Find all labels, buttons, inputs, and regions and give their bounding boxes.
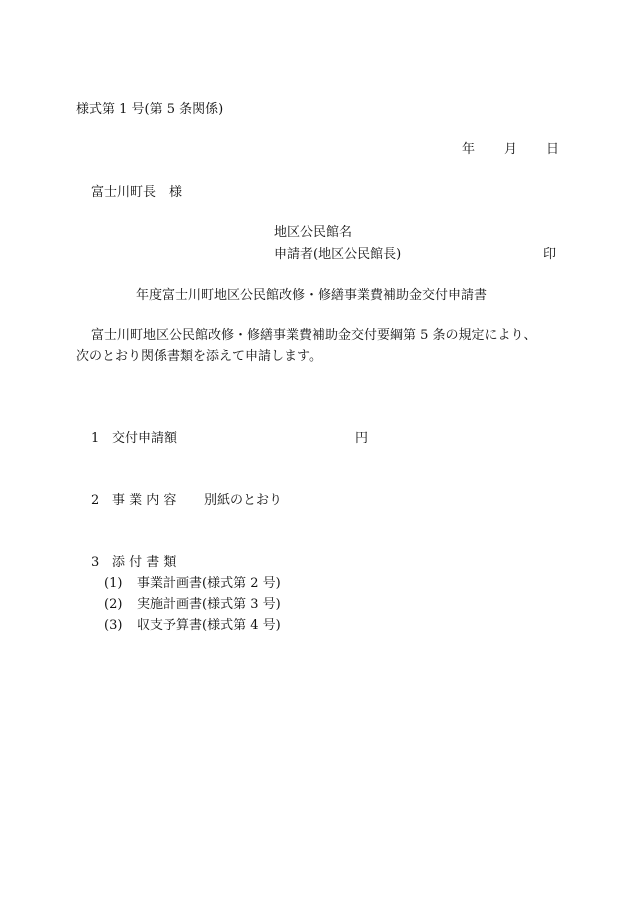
item-3-label: 添 付 書 類: [112, 555, 177, 570]
addressee: 富士川町長 様: [91, 185, 183, 200]
item-1-number: 1: [91, 431, 100, 446]
date-month-label: 月: [504, 142, 518, 157]
item-1-label: 交付申請額: [112, 431, 178, 446]
attachment-3-number: (3): [104, 618, 123, 633]
item-2-value: 別紙のとおり: [204, 493, 283, 508]
hall-name-label: 地区公民館名: [274, 225, 353, 240]
attachment-1-text: 事業計画書(様式第 2 号): [137, 576, 281, 591]
seal-mark: 印: [543, 247, 557, 262]
body-text-line-2: 次のとおり関係書類を添えて申請します。: [76, 349, 322, 364]
item-1-unit: 円: [355, 431, 369, 446]
item-2-label: 事 業 内 容: [112, 493, 177, 508]
document-title: 年度富士川町地区公民館改修・修繕事業費補助金交付申請書: [136, 288, 488, 303]
applicant-label: 申請者(地区公民館長): [274, 247, 402, 262]
date-day-label: 日: [546, 142, 560, 157]
item-3-number: 3: [91, 555, 100, 570]
attachment-3-text: 収支予算書(様式第 4 号): [137, 618, 281, 633]
body-text-line-1: 富士川町地区公民館改修・修繕事業費補助金交付要綱第 5 条の規定により、: [91, 328, 537, 343]
date-year-label: 年: [462, 142, 476, 157]
item-2-number: 2: [91, 493, 100, 508]
attachment-2-text: 実施計画書(様式第 3 号): [137, 597, 281, 612]
attachment-1-number: (1): [104, 576, 123, 591]
form-number: 様式第 1 号(第 5 条関係): [76, 102, 224, 117]
date-line: [462, 143, 559, 156]
attachment-2-number: (2): [104, 597, 123, 612]
